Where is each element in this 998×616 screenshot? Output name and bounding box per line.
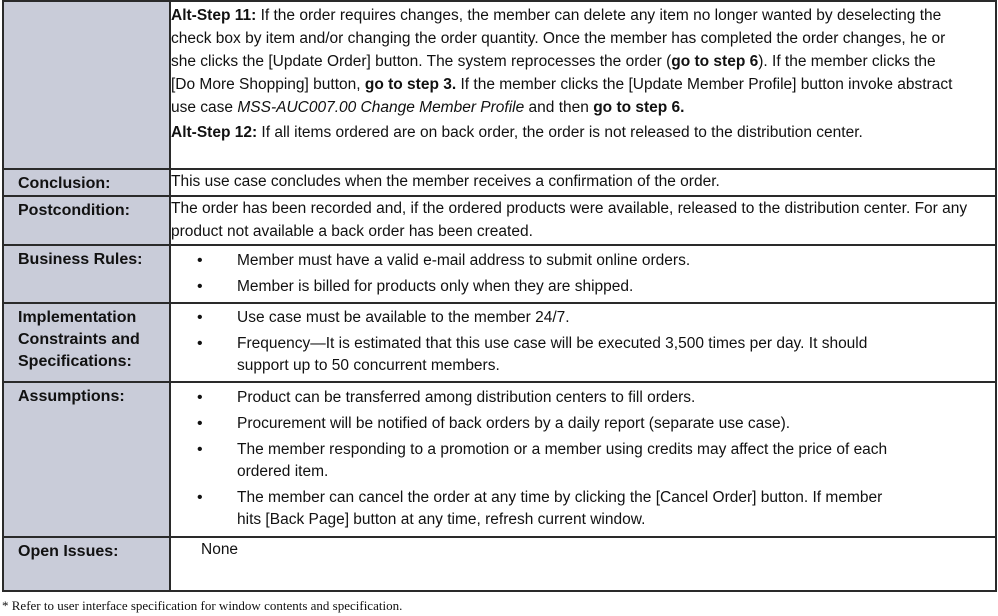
postcondition-text: The order has been recorded and, if the ordered products were available, released to the distribution center. For any product not available a back order has been created. bbox=[170, 196, 996, 245]
conclusion-text: This use case concludes when the member receives a confirmation of the order. bbox=[170, 169, 996, 196]
assumptions-list bbox=[171, 387, 995, 531]
list-item bbox=[197, 276, 995, 298]
alt-step-11-text-4: and then bbox=[524, 99, 594, 116]
implementation-item-text: Use case must be available to the member 24/7. bbox=[237, 309, 570, 326]
implementation-label: Implementation Constraints and Specifications: bbox=[18, 309, 140, 370]
list-item bbox=[197, 413, 995, 435]
bullet-icon: • bbox=[197, 309, 203, 326]
alt-steps-row bbox=[3, 1, 996, 169]
postcondition-label-cell bbox=[3, 196, 170, 245]
business-rules-content bbox=[170, 245, 996, 303]
alt-step-12-text: If all items ordered are on back order, the order is not released to the distribution center. bbox=[257, 124, 863, 141]
assumptions-row bbox=[3, 382, 996, 537]
bullet-icon: • bbox=[197, 489, 203, 506]
implementation-list bbox=[171, 307, 995, 377]
alt-step-11-text-2: ). If the member clicks the [Do More Shopping] button, bbox=[171, 53, 936, 93]
alt-steps-label-cell bbox=[3, 1, 170, 169]
assumption-text: Procurement will be notified of back orders by a daily report (separate use case). bbox=[237, 415, 791, 432]
open-issues-row bbox=[3, 537, 996, 591]
business-rules-row bbox=[3, 245, 996, 303]
alt-steps-content bbox=[170, 1, 996, 169]
alt-step-11 bbox=[171, 4, 961, 119]
list-item bbox=[197, 333, 897, 377]
alt-step-12 bbox=[171, 121, 995, 144]
assumption-text: The member can cancel the order at any time by clicking the [Cancel Order] button. If member hits [Back Page] button at any time, refresh current window. bbox=[237, 489, 883, 528]
business-rules-label-cell bbox=[3, 245, 170, 303]
business-rules-list bbox=[171, 250, 995, 298]
business-rule-text: Member is billed for products only when they are shipped. bbox=[237, 278, 634, 295]
open-issues-label: Open Issues: bbox=[18, 543, 119, 560]
alt-step-12-label: Alt-Step 12: bbox=[171, 124, 258, 141]
list-item bbox=[197, 487, 897, 531]
alt-step-11-goto-3: go to step 3. bbox=[364, 76, 457, 93]
business-rules-label: Business Rules: bbox=[18, 251, 143, 268]
list-item bbox=[197, 439, 897, 483]
implementation-row bbox=[3, 303, 996, 382]
assumption-text: The member responding to a promotion or a member using credits may affect the price of each ordered item. bbox=[237, 441, 888, 480]
business-rule-text: Member must have a valid e-mail address to submit online orders. bbox=[237, 252, 691, 269]
footnote: * Refer to user interface specification for window contents and specification. bbox=[2, 598, 403, 613]
alt-step-11-goto-6: go to step 6 bbox=[671, 53, 759, 70]
assumptions-content bbox=[170, 382, 996, 537]
use-case-table bbox=[2, 0, 997, 592]
bullet-icon: • bbox=[197, 415, 203, 432]
postcondition-label: Postcondition: bbox=[18, 202, 130, 219]
implementation-content bbox=[170, 303, 996, 382]
alt-step-11-goto-6-final: go to step 6. bbox=[593, 99, 685, 116]
assumptions-label: Assumptions: bbox=[18, 388, 125, 405]
open-issues-content bbox=[170, 537, 996, 591]
bullet-icon: • bbox=[197, 252, 203, 269]
bullet-icon: • bbox=[197, 441, 203, 458]
open-issues-text: None bbox=[201, 541, 239, 558]
assumption-text: Product can be transferred among distribution centers to fill orders. bbox=[237, 389, 696, 406]
list-item bbox=[197, 307, 995, 329]
list-item bbox=[197, 387, 995, 409]
alt-step-11-label: Alt-Step 11: bbox=[171, 7, 257, 24]
implementation-label-cell bbox=[3, 303, 170, 382]
alt-step-11-use-case-ref: MSS-AUC007.00 Change Member Profile bbox=[237, 99, 525, 116]
assumptions-label-cell bbox=[3, 382, 170, 537]
list-item bbox=[197, 250, 995, 272]
alt-step-11-text-1: If the order requires changes, the member can delete any item no longer wanted by deselecting the check box by item and/or changing the order quantity. Once the member has completed the order changes, he or she clicks the [Update Order] button. The system reprocesses the order ( bbox=[171, 7, 946, 70]
implementation-item-text: Frequency—It is estimated that this use case will be executed 3,500 times per day. It should support up to 50 concurrent members. bbox=[237, 335, 868, 374]
bullet-icon: • bbox=[197, 278, 203, 295]
bullet-icon: • bbox=[197, 335, 203, 352]
conclusion-label: Conclusion: bbox=[18, 175, 111, 192]
conclusion-label-cell bbox=[3, 169, 170, 196]
bullet-icon: • bbox=[197, 389, 203, 406]
postcondition-row bbox=[3, 196, 996, 245]
open-issues-label-cell bbox=[3, 537, 170, 591]
alt-step-11-text-3: If the member clicks the [Update Member Profile] button invoke abstract use case bbox=[171, 76, 953, 116]
conclusion-row bbox=[3, 169, 996, 196]
